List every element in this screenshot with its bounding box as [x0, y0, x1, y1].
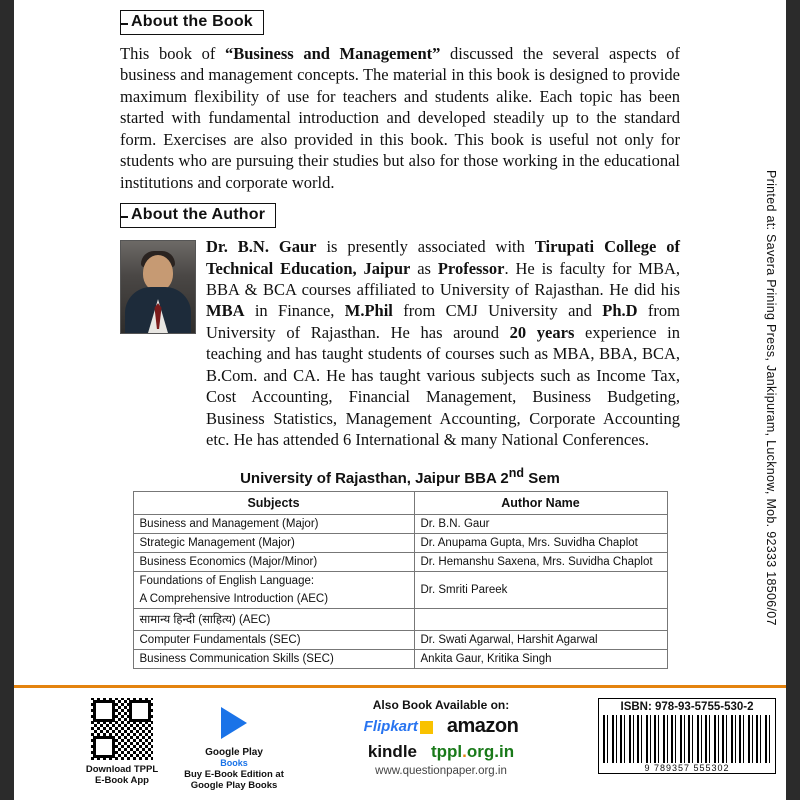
gplay-caption-line1: Buy E-Book Edition at — [184, 768, 284, 780]
author-block — [120, 236, 680, 450]
about-book-heading: About the Book — [120, 10, 264, 35]
google-play-block[interactable] — [184, 696, 284, 792]
row-author: Dr. Hemanshu Saxena, Mrs. Suvidha Chaplot — [414, 553, 667, 572]
row-subject: Business Communication Skills (SEC) — [133, 650, 414, 669]
google-play-label — [184, 748, 284, 768]
google-play-line2: Books — [220, 757, 248, 768]
author-name: Dr. B.N. Gaur — [206, 237, 317, 257]
table-title-sup: nd — [508, 466, 525, 481]
qr-caption — [78, 765, 166, 787]
table-row — [133, 553, 667, 572]
about-book-heading-wrap — [120, 10, 680, 43]
isbn-number: ISBN: 978-93-5755-530-2 — [620, 701, 754, 713]
row-subject: Business and Management (Major) — [133, 515, 414, 534]
google-play-line1: Google Play — [205, 747, 263, 758]
barcode-number: 9 789357 555302 — [644, 763, 730, 773]
row-author: Dr. Anupama Gupta, Mrs. Suvidha Chaplot — [414, 534, 667, 553]
author-t1: is presently associated with — [316, 237, 535, 257]
printed-at-text: Printed at: Savera Prining Press, Jankipuram, Lucknow, Mob. 92333 18506/07 — [764, 170, 778, 626]
barcode-icon — [603, 715, 771, 763]
author-mba: MBA — [206, 301, 245, 321]
table-row — [133, 631, 667, 650]
author-years: 20 years — [509, 322, 575, 342]
table-title — [120, 466, 680, 487]
table-title-pre: University of Rajasthan, Jaipur BBA 2 — [240, 470, 509, 488]
kindle-logo[interactable]: kindle — [367, 742, 417, 761]
subjects-table — [133, 491, 668, 669]
author-photo — [120, 240, 196, 334]
row-author: Dr. Smriti Pareek — [414, 572, 667, 609]
about-author-heading: About the Author — [120, 203, 276, 228]
tppl-logo[interactable]: tppl.org.in — [431, 742, 515, 761]
table-header-row — [133, 492, 667, 515]
footer-bar — [14, 685, 786, 800]
table-row — [133, 650, 667, 669]
isbn-block — [598, 696, 776, 774]
row-author: Dr. Swati Agarwal, Harshit Agarwal — [414, 631, 667, 650]
table-title-post: Sem — [524, 470, 560, 488]
author-mphil: M.Phil — [344, 301, 393, 321]
row-subject: Foundations of English Language: — [133, 572, 414, 591]
author-bio — [206, 236, 680, 450]
author-t7: experience in teaching and has taught students of courses such as MBA, BBA, BCA, B.Com. and CA. He has taught various subjects such as Income Tax, Cost Accounting, Financial Management, Business Budgeting, Business Statistics, Management Accounting, Corporate Accounting etc. He has attended 6 International & many National Conferences. — [206, 322, 680, 449]
qr-block — [78, 696, 166, 787]
author-phd: Ph.D — [602, 301, 638, 321]
author-t4: in Finance, — [244, 301, 345, 321]
header-subjects: Subjects — [133, 492, 414, 515]
qr-caption-line1: Download TPPL — [85, 764, 159, 775]
row-author: Ankita Gaur, Kritika Singh — [414, 650, 667, 669]
photo-face — [143, 255, 173, 291]
row-author — [414, 609, 667, 631]
row-subject: Strategic Management (Major) — [133, 534, 414, 553]
row-author: Dr. B.N. Gaur — [414, 515, 667, 534]
google-play-caption — [184, 770, 284, 792]
about-book-paragraph — [120, 43, 680, 193]
row-subject: Computer Fundamentals (SEC) — [133, 631, 414, 650]
author-college: Tirupati College of Technical Education, Jaipur — [206, 237, 680, 278]
table-row — [133, 515, 667, 534]
left-edge-band — [0, 0, 14, 800]
qr-caption-line2: E-Book App — [94, 774, 149, 786]
flipkart-logo[interactable]: Flipkart — [364, 718, 433, 735]
author-t3: . He is faculty for MBA, BBA & BCA courses affiliated to University of Rajasthan. He did his — [206, 258, 680, 299]
store-logos — [302, 715, 580, 738]
about-book-text-1: This book of — [120, 44, 225, 63]
table-row — [133, 572, 667, 591]
right-edge-band — [786, 0, 800, 800]
author-t5: from CMJ University and — [392, 301, 603, 321]
row-subject: सामान्य हिन्दी (साहित्य) (AEC) — [133, 609, 414, 631]
author-t6: from University of Rajasthan. He has around — [206, 301, 681, 342]
amazon-logo[interactable]: amazon — [446, 715, 519, 737]
availability-block — [302, 696, 580, 777]
main-content — [120, 10, 680, 669]
google-play-icon — [202, 700, 266, 746]
header-author: Author Name — [414, 492, 667, 515]
flipkart-cart-icon — [420, 721, 433, 734]
about-author-heading-wrap — [120, 203, 680, 236]
author-role: Professor — [437, 258, 505, 278]
store-logos-row2 — [302, 742, 580, 762]
table-row — [133, 609, 667, 631]
gplay-caption-line2: Google Play Books — [190, 779, 278, 791]
row-subject: Business Economics (Major/Minor) — [133, 553, 414, 572]
also-available-label: Also Book Available on: — [372, 698, 510, 712]
row-subject: A Comprehensive Introduction (AEC) — [133, 590, 414, 609]
about-book-text-2: discussed the several aspects of business and management concepts. The material in this book is designed to provide maximum flexibility of use for teachers and students alike. Each topic has been started with fundamental introduction and developed steadily up to the standard form. Exercises are also provided in this book. This book is useful not only for students who are pursuing their studies but also for those working in the educational institutions and corporate world. — [120, 44, 680, 192]
author-t2: as — [410, 258, 438, 278]
website-url[interactable]: www.questionpaper.org.in — [375, 765, 507, 777]
qr-code-icon[interactable] — [89, 696, 155, 762]
table-row — [133, 534, 667, 553]
about-book-title: “Business and Management” — [224, 44, 441, 63]
